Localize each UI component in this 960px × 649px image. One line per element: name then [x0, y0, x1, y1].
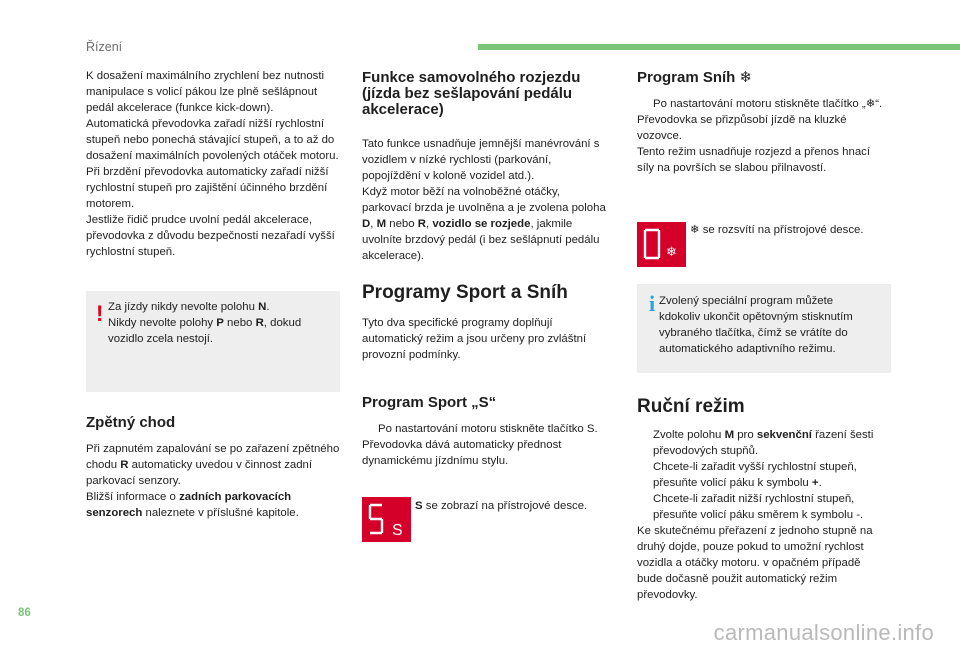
creep-section	[362, 70, 612, 264]
creep-paragraph-2: Když motor běží na volnoběžné otáčky, parkovací brzda je uvolněna a je zvolena poloha D, M nebo R, vozidlo se rozjede, jakmile uvolníte brzdový pedál (i bez sešlápnutí pedálu akcelerace).	[362, 186, 606, 262]
manual-paragraph: Ke skutečnému přeřazení z jednoho stupně na druhý dojde, pouze pokud to umožní rychlost vozidla a otáčky motoru. v opačném případě bude dočasně použit automatický režim převodovky.	[637, 525, 873, 601]
paragraph-downshift: Automatická převodovka zařadí nižší rychlostní stupeň nebo ponechá stávající stupeň, a to až do dosažení maximálních povolených otáček motoru.	[86, 118, 339, 162]
sport-icon-caption: S se zobrazí na přístrojové desce.	[415, 500, 588, 512]
warning-icon: !	[96, 301, 104, 326]
manual-section	[637, 397, 887, 603]
watermark: carmanualsonline.info	[713, 620, 934, 645]
snow-bullet: Po nastartování motoru stiskněte tlačítko „❄“.	[653, 98, 883, 110]
manual-bullet-3: Chcete-li zařadit nižší rychlostní stupeň, přesuňte volicí páku směrem k symbolu -.	[653, 493, 864, 521]
reverse-section	[86, 415, 342, 521]
manual-bullet-2: Chcete-li zařadit vyšší rychlostní stupeň, přesuňte volicí páku k symbolu +.	[653, 461, 857, 489]
reverse-paragraph-2: Bližší informace o zadních parkovacích senzorech naleznete v příslušné kapitole.	[86, 491, 299, 519]
page-number: 86	[18, 607, 31, 619]
programs-paragraph: Tyto dva specifické programy doplňují automatický režim a jsou určeny pro zvláštní provozní podmínky.	[362, 317, 587, 361]
reverse-title: Zpětný chod	[86, 414, 176, 431]
warning-box	[86, 291, 340, 392]
snow-paragraph-2: Tento režim usnadňuje rozjezd a přenos hnací síly na površích se slabou přilnavostí.	[637, 146, 871, 174]
sport-section	[362, 395, 612, 469]
sport-bullet: Po nastartování motoru stiskněte tlačítko S.	[378, 423, 598, 435]
column-1	[86, 68, 342, 260]
sport-paragraph: Převodovka dává automaticky přednost dynamickému jízdnímu stylu.	[362, 439, 562, 467]
snow-display-icon	[637, 222, 686, 267]
paragraph-braking: Při brzdění převodovka automaticky zařadí nižší rychlostní stupeň pro zajištění účinného brzdění motorem.	[86, 166, 329, 210]
creep-paragraph-1: Tato funkce usnadňuje jemnější manévrování s vozidlem v nízké rychlosti (parkování, popojíždění v koloně vozidel atd.).	[362, 138, 600, 182]
section-title: Řízení	[86, 40, 123, 54]
info-box	[637, 284, 891, 373]
svg-text:❄: ❄	[666, 245, 677, 260]
manual-title: Ruční režim	[637, 396, 745, 417]
manual-bullet-1: Zvolte polohu M pro sekvenční řazení šesti převodových stupňů.	[653, 429, 874, 457]
snow-paragraph-1: Převodovka se přizpůsobí jízdě na kluzké vozovce.	[637, 114, 847, 142]
snow-section	[637, 70, 887, 176]
snow-title: Program Sníh ❄	[637, 69, 753, 86]
paragraph-kickdown: K dosažení maximálního zrychlení bez nutnosti manipulace s volicí pákou lze plně sešlápnout pedál akcelerace (funkce kick-down).	[86, 70, 325, 114]
programs-title: Programy Sport a Sníh	[362, 282, 568, 303]
reverse-paragraph-1: Při zapnutém zapalování se po zařazení zpětného chodu R automaticky uvedou v činnost zadní parkovací senzory.	[86, 443, 340, 487]
info-text: Zvolený speciální program můžete kdokoliv ukončit opětovným stisknutím vybraného tlačítka, čímž se vrátíte do automatického adaptivního režimu.	[659, 295, 853, 355]
creep-title: Funkce samovolného rozjezdu (jízda bez sešlapování pedálu akcelerace)	[362, 69, 581, 118]
info-icon: i	[649, 291, 656, 316]
paragraph-release: Jestliže řidič prudce uvolní pedál akcelerace, převodovka z důvodu bezpečnosti nezařadí vyšší rychlostní stupeň.	[86, 214, 335, 258]
programs-section	[362, 283, 612, 363]
warning-text: Za jízdy nikdy nevolte polohu N. Nikdy nevolte polohy P nebo R, dokud vozidlo zcela nestojí.	[108, 301, 302, 345]
svg-text:S: S	[392, 522, 403, 539]
snow-icon-caption: ❄ se rozsvítí na přístrojové desce.	[690, 224, 864, 236]
sport-display-icon	[362, 497, 411, 542]
header-accent-bar	[478, 44, 960, 50]
sport-title: Program Sport „S“	[362, 394, 497, 411]
